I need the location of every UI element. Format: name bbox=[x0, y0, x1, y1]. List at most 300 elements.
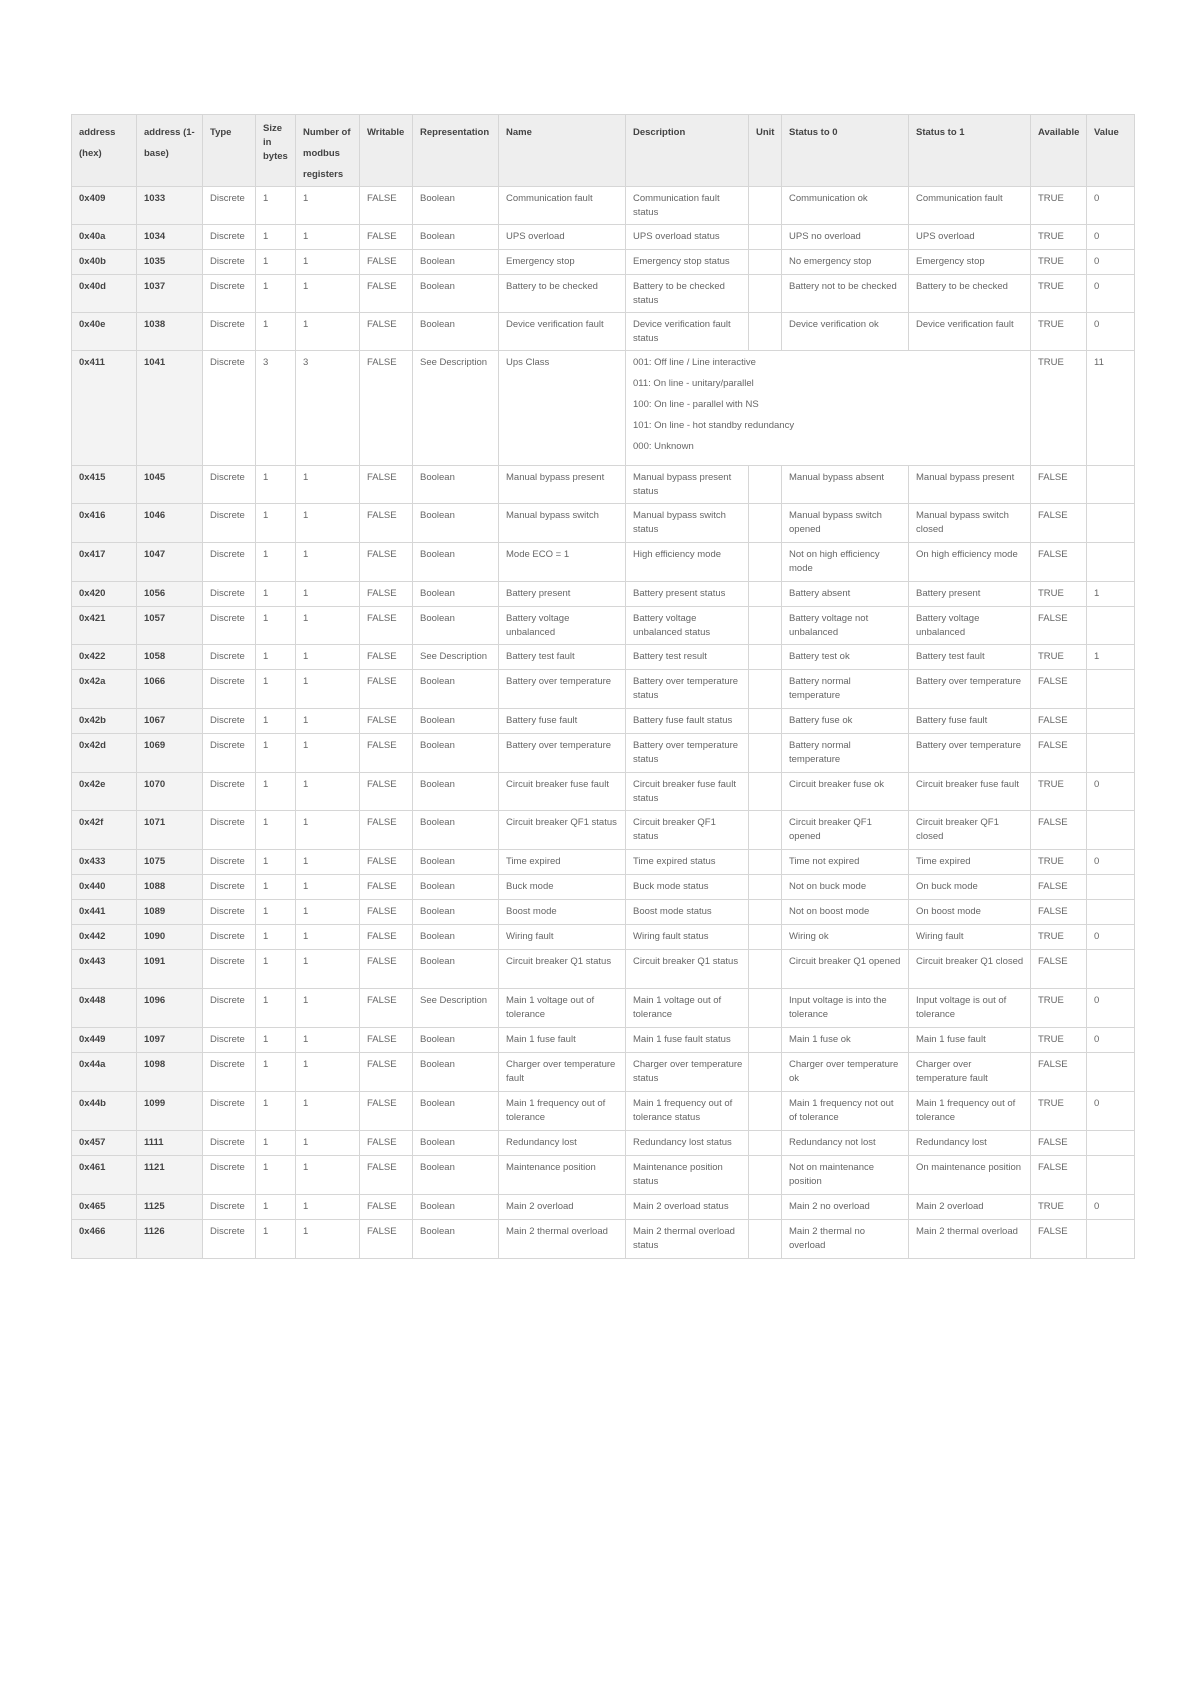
cell-address-hex: 0x42e bbox=[72, 773, 137, 811]
cell-status-to-0: Input voltage is into the tolerance bbox=[782, 989, 909, 1028]
cell-writable: FALSE bbox=[360, 543, 413, 582]
cell-representation: Boolean bbox=[413, 1195, 499, 1220]
header-writable: Writable bbox=[360, 115, 413, 187]
table-row bbox=[72, 543, 1135, 582]
cell-representation: Boolean bbox=[413, 250, 499, 275]
cell-address-1-base: 1058 bbox=[137, 645, 203, 670]
table-row bbox=[72, 351, 1135, 466]
cell-size-in-bytes: 1 bbox=[256, 1053, 296, 1092]
cell-name: Main 2 overload bbox=[499, 1195, 626, 1220]
cell-type: Discrete bbox=[203, 275, 256, 313]
table-row bbox=[72, 1156, 1135, 1195]
cell-name: Manual bypass present bbox=[499, 466, 626, 504]
cell-name: Main 1 fuse fault bbox=[499, 1028, 626, 1053]
cell-status-to-0: Circuit breaker Q1 opened bbox=[782, 950, 909, 989]
cell-status-to-1: Device verification fault bbox=[909, 313, 1031, 351]
cell-name: Maintenance position bbox=[499, 1156, 626, 1195]
table-row bbox=[72, 1092, 1135, 1131]
cell-description: Main 2 thermal overload status bbox=[626, 1220, 749, 1259]
cell-available: TRUE bbox=[1031, 351, 1087, 466]
cell-status-to-0: Not on buck mode bbox=[782, 875, 909, 900]
cell-writable: FALSE bbox=[360, 607, 413, 645]
cell-representation: Boolean bbox=[413, 543, 499, 582]
cell-unit bbox=[749, 1092, 782, 1131]
cell-unit bbox=[749, 225, 782, 250]
cell-status-to-1: Battery present bbox=[909, 582, 1031, 607]
cell-value bbox=[1087, 670, 1135, 709]
cell-unit bbox=[749, 989, 782, 1028]
cell-value: 0 bbox=[1087, 275, 1135, 313]
cell-writable: FALSE bbox=[360, 925, 413, 950]
cell-status-to-1: Emergency stop bbox=[909, 250, 1031, 275]
cell-number-of-registers: 1 bbox=[296, 1195, 360, 1220]
cell-description: Manual bypass present status bbox=[626, 466, 749, 504]
cell-address-hex: 0x42a bbox=[72, 670, 137, 709]
cell-representation: Boolean bbox=[413, 187, 499, 225]
cell-number-of-registers: 1 bbox=[296, 1131, 360, 1156]
cell-writable: FALSE bbox=[360, 773, 413, 811]
cell-name: Battery test fault bbox=[499, 645, 626, 670]
cell-description: Main 2 overload status bbox=[626, 1195, 749, 1220]
cell-name: Time expired bbox=[499, 850, 626, 875]
cell-value bbox=[1087, 1156, 1135, 1195]
cell-description: Time expired status bbox=[626, 850, 749, 875]
cell-status-to-1: On buck mode bbox=[909, 875, 1031, 900]
cell-size-in-bytes: 1 bbox=[256, 1092, 296, 1131]
cell-address-1-base: 1033 bbox=[137, 187, 203, 225]
cell-status-to-1: Circuit breaker fuse fault bbox=[909, 773, 1031, 811]
cell-address-hex: 0x422 bbox=[72, 645, 137, 670]
cell-type: Discrete bbox=[203, 670, 256, 709]
cell-number-of-registers: 1 bbox=[296, 1028, 360, 1053]
ups-class-line: 101: On line - hot standby redundancy bbox=[633, 420, 795, 431]
cell-status-to-0: Battery absent bbox=[782, 582, 909, 607]
cell-name: Circuit breaker Q1 status bbox=[499, 950, 626, 989]
table-row bbox=[72, 1220, 1135, 1259]
cell-address-1-base: 1057 bbox=[137, 607, 203, 645]
cell-number-of-registers: 1 bbox=[296, 734, 360, 773]
cell-description: Communication fault status bbox=[626, 187, 749, 225]
cell-value: 0 bbox=[1087, 1028, 1135, 1053]
cell-value bbox=[1087, 1131, 1135, 1156]
table-row bbox=[72, 989, 1135, 1028]
cell-available: FALSE bbox=[1031, 811, 1087, 850]
cell-address-hex: 0x441 bbox=[72, 900, 137, 925]
cell-available: FALSE bbox=[1031, 1131, 1087, 1156]
cell-status-to-0: Battery normal temperature bbox=[782, 734, 909, 773]
cell-writable: FALSE bbox=[360, 734, 413, 773]
cell-description: Battery present status bbox=[626, 582, 749, 607]
cell-name: Battery over temperature bbox=[499, 670, 626, 709]
cell-writable: FALSE bbox=[360, 1131, 413, 1156]
cell-status-to-0: Redundancy not lost bbox=[782, 1131, 909, 1156]
cell-type: Discrete bbox=[203, 582, 256, 607]
table-row bbox=[72, 607, 1135, 645]
cell-number-of-registers: 1 bbox=[296, 1092, 360, 1131]
table-row bbox=[72, 850, 1135, 875]
cell-value bbox=[1087, 504, 1135, 543]
cell-writable: FALSE bbox=[360, 351, 413, 466]
modbus-register-table bbox=[71, 114, 1135, 1259]
cell-size-in-bytes: 1 bbox=[256, 504, 296, 543]
cell-description: Device verification fault status bbox=[626, 313, 749, 351]
cell-representation: Boolean bbox=[413, 582, 499, 607]
cell-unit bbox=[749, 811, 782, 850]
cell-description: Main 1 voltage out of tolerance bbox=[626, 989, 749, 1028]
cell-type: Discrete bbox=[203, 1156, 256, 1195]
table-row bbox=[72, 582, 1135, 607]
cell-writable: FALSE bbox=[360, 670, 413, 709]
cell-description: Boost mode status bbox=[626, 900, 749, 925]
cell-unit bbox=[749, 734, 782, 773]
cell-value: 0 bbox=[1087, 225, 1135, 250]
cell-number-of-registers: 1 bbox=[296, 875, 360, 900]
cell-description: Main 1 frequency out of tolerance status bbox=[626, 1092, 749, 1131]
cell-available: FALSE bbox=[1031, 1156, 1087, 1195]
cell-address-hex: 0x44a bbox=[72, 1053, 137, 1092]
cell-name: Buck mode bbox=[499, 875, 626, 900]
cell-description: Battery voltage unbalanced status bbox=[626, 607, 749, 645]
cell-available: FALSE bbox=[1031, 466, 1087, 504]
cell-writable: FALSE bbox=[360, 950, 413, 989]
cell-number-of-registers: 1 bbox=[296, 1220, 360, 1259]
cell-representation: Boolean bbox=[413, 1156, 499, 1195]
cell-value: 1 bbox=[1087, 645, 1135, 670]
cell-number-of-registers: 1 bbox=[296, 645, 360, 670]
cell-address-1-base: 1038 bbox=[137, 313, 203, 351]
cell-size-in-bytes: 1 bbox=[256, 1028, 296, 1053]
cell-available: FALSE bbox=[1031, 900, 1087, 925]
cell-available: TRUE bbox=[1031, 582, 1087, 607]
cell-type: Discrete bbox=[203, 1028, 256, 1053]
cell-writable: FALSE bbox=[360, 250, 413, 275]
cell-unit bbox=[749, 900, 782, 925]
cell-available: FALSE bbox=[1031, 1053, 1087, 1092]
cell-writable: FALSE bbox=[360, 875, 413, 900]
cell-description: Charger over temperature status bbox=[626, 1053, 749, 1092]
cell-number-of-registers: 1 bbox=[296, 225, 360, 250]
cell-type: Discrete bbox=[203, 989, 256, 1028]
cell-name: Manual bypass switch bbox=[499, 504, 626, 543]
cell-number-of-registers: 1 bbox=[296, 466, 360, 504]
cell-status-to-0: UPS no overload bbox=[782, 225, 909, 250]
table-row bbox=[72, 187, 1135, 225]
cell-address-1-base: 1097 bbox=[137, 1028, 203, 1053]
cell-status-to-1: Main 1 frequency out of tolerance bbox=[909, 1092, 1031, 1131]
cell-name: Main 2 thermal overload bbox=[499, 1220, 626, 1259]
cell-available: FALSE bbox=[1031, 670, 1087, 709]
cell-representation: Boolean bbox=[413, 1220, 499, 1259]
cell-name: Redundancy lost bbox=[499, 1131, 626, 1156]
header-address-hex: address (hex) bbox=[72, 115, 137, 187]
cell-status-to-1: Redundancy lost bbox=[909, 1131, 1031, 1156]
cell-representation: See Description bbox=[413, 989, 499, 1028]
cell-value: 0 bbox=[1087, 989, 1135, 1028]
cell-value: 0 bbox=[1087, 250, 1135, 275]
cell-name: Boost mode bbox=[499, 900, 626, 925]
cell-address-hex: 0x42b bbox=[72, 709, 137, 734]
ups-class-line: 011: On line - unitary/parallel bbox=[633, 378, 754, 389]
cell-description: Battery over temperature status bbox=[626, 670, 749, 709]
cell-number-of-registers: 1 bbox=[296, 773, 360, 811]
cell-name: Battery over temperature bbox=[499, 734, 626, 773]
cell-type: Discrete bbox=[203, 351, 256, 466]
cell-unit bbox=[749, 275, 782, 313]
cell-address-1-base: 1121 bbox=[137, 1156, 203, 1195]
cell-type: Discrete bbox=[203, 709, 256, 734]
table-row bbox=[72, 773, 1135, 811]
cell-description: Battery test result bbox=[626, 645, 749, 670]
cell-size-in-bytes: 1 bbox=[256, 925, 296, 950]
cell-representation: Boolean bbox=[413, 1053, 499, 1092]
cell-number-of-registers: 1 bbox=[296, 989, 360, 1028]
cell-writable: FALSE bbox=[360, 1053, 413, 1092]
table-row bbox=[72, 504, 1135, 543]
cell-number-of-registers: 1 bbox=[296, 709, 360, 734]
cell-description: UPS overload status bbox=[626, 225, 749, 250]
cell-address-1-base: 1046 bbox=[137, 504, 203, 543]
cell-size-in-bytes: 1 bbox=[256, 1131, 296, 1156]
cell-status-to-0: Main 2 no overload bbox=[782, 1195, 909, 1220]
cell-value bbox=[1087, 1220, 1135, 1259]
cell-value bbox=[1087, 709, 1135, 734]
cell-available: TRUE bbox=[1031, 773, 1087, 811]
table-header-row bbox=[72, 115, 1135, 187]
cell-status-to-1: On boost mode bbox=[909, 900, 1031, 925]
cell-representation: Boolean bbox=[413, 1092, 499, 1131]
cell-writable: FALSE bbox=[360, 504, 413, 543]
cell-number-of-registers: 1 bbox=[296, 582, 360, 607]
cell-representation: Boolean bbox=[413, 1131, 499, 1156]
cell-representation: Boolean bbox=[413, 900, 499, 925]
cell-representation: Boolean bbox=[413, 670, 499, 709]
cell-address-1-base: 1075 bbox=[137, 850, 203, 875]
cell-representation: Boolean bbox=[413, 950, 499, 989]
cell-available: FALSE bbox=[1031, 875, 1087, 900]
cell-unit bbox=[749, 773, 782, 811]
cell-name: Circuit breaker QF1 status bbox=[499, 811, 626, 850]
cell-unit bbox=[749, 1195, 782, 1220]
cell-description: Battery to be checked status bbox=[626, 275, 749, 313]
cell-name: Battery voltage unbalanced bbox=[499, 607, 626, 645]
cell-number-of-registers: 1 bbox=[296, 950, 360, 989]
cell-name: Communication fault bbox=[499, 187, 626, 225]
cell-unit bbox=[749, 607, 782, 645]
cell-address-hex: 0x440 bbox=[72, 875, 137, 900]
cell-status-to-0: Battery voltage not unbalanced bbox=[782, 607, 909, 645]
table-row bbox=[72, 1131, 1135, 1156]
cell-status-to-1: UPS overload bbox=[909, 225, 1031, 250]
cell-representation: Boolean bbox=[413, 1028, 499, 1053]
cell-status-to-0: Communication ok bbox=[782, 187, 909, 225]
cell-unit bbox=[749, 1028, 782, 1053]
cell-size-in-bytes: 1 bbox=[256, 850, 296, 875]
cell-unit bbox=[749, 582, 782, 607]
cell-address-hex: 0x417 bbox=[72, 543, 137, 582]
cell-size-in-bytes: 1 bbox=[256, 313, 296, 351]
cell-address-1-base: 1091 bbox=[137, 950, 203, 989]
cell-status-to-1: Time expired bbox=[909, 850, 1031, 875]
cell-unit bbox=[749, 504, 782, 543]
cell-address-1-base: 1034 bbox=[137, 225, 203, 250]
cell-name: Mode ECO = 1 bbox=[499, 543, 626, 582]
cell-address-hex: 0x416 bbox=[72, 504, 137, 543]
cell-address-hex: 0x42f bbox=[72, 811, 137, 850]
cell-type: Discrete bbox=[203, 1131, 256, 1156]
cell-value: 1 bbox=[1087, 582, 1135, 607]
cell-address-hex: 0x461 bbox=[72, 1156, 137, 1195]
header-representation: Representation bbox=[413, 115, 499, 187]
cell-value: 0 bbox=[1087, 850, 1135, 875]
cell-value bbox=[1087, 1053, 1135, 1092]
cell-unit bbox=[749, 875, 782, 900]
cell-size-in-bytes: 1 bbox=[256, 989, 296, 1028]
cell-address-1-base: 1067 bbox=[137, 709, 203, 734]
cell-representation: Boolean bbox=[413, 504, 499, 543]
cell-address-1-base: 1056 bbox=[137, 582, 203, 607]
cell-representation: Boolean bbox=[413, 773, 499, 811]
cell-address-hex: 0x40b bbox=[72, 250, 137, 275]
header-type: Type bbox=[203, 115, 256, 187]
cell-number-of-registers: 1 bbox=[296, 250, 360, 275]
cell-description: Maintenance position status bbox=[626, 1156, 749, 1195]
cell-type: Discrete bbox=[203, 250, 256, 275]
ups-class-line: 001: Off line / Line interactive bbox=[633, 357, 756, 368]
cell-representation: Boolean bbox=[413, 925, 499, 950]
cell-representation: Boolean bbox=[413, 850, 499, 875]
cell-status-to-1: Circuit breaker Q1 closed bbox=[909, 950, 1031, 989]
cell-size-in-bytes: 1 bbox=[256, 900, 296, 925]
cell-number-of-registers: 1 bbox=[296, 670, 360, 709]
table-row bbox=[72, 925, 1135, 950]
cell-type: Discrete bbox=[203, 543, 256, 582]
cell-address-hex: 0x420 bbox=[72, 582, 137, 607]
cell-status-to-0: Main 1 fuse ok bbox=[782, 1028, 909, 1053]
cell-address-1-base: 1089 bbox=[137, 900, 203, 925]
cell-value bbox=[1087, 607, 1135, 645]
cell-status-to-0: Not on boost mode bbox=[782, 900, 909, 925]
cell-status-to-0: Manual bypass switch opened bbox=[782, 504, 909, 543]
cell-number-of-registers: 3 bbox=[296, 351, 360, 466]
cell-status-to-1: Main 2 overload bbox=[909, 1195, 1031, 1220]
cell-type: Discrete bbox=[203, 313, 256, 351]
table-row bbox=[72, 734, 1135, 773]
cell-number-of-registers: 1 bbox=[296, 1156, 360, 1195]
cell-available: TRUE bbox=[1031, 187, 1087, 225]
cell-description: Emergency stop status bbox=[626, 250, 749, 275]
cell-description: Circuit breaker QF1 status bbox=[626, 811, 749, 850]
cell-description: Circuit breaker fuse fault status bbox=[626, 773, 749, 811]
cell-representation: Boolean bbox=[413, 275, 499, 313]
cell-unit bbox=[749, 925, 782, 950]
cell-available: FALSE bbox=[1031, 734, 1087, 773]
cell-type: Discrete bbox=[203, 1092, 256, 1131]
cell-description: Battery fuse fault status bbox=[626, 709, 749, 734]
cell-address-1-base: 1037 bbox=[137, 275, 203, 313]
cell-value: 0 bbox=[1087, 187, 1135, 225]
cell-available: TRUE bbox=[1031, 989, 1087, 1028]
table-row bbox=[72, 709, 1135, 734]
cell-writable: FALSE bbox=[360, 225, 413, 250]
cell-representation: Boolean bbox=[413, 225, 499, 250]
cell-available: TRUE bbox=[1031, 925, 1087, 950]
cell-status-to-1: Main 1 fuse fault bbox=[909, 1028, 1031, 1053]
cell-status-to-0: Battery not to be checked bbox=[782, 275, 909, 313]
cell-address-hex: 0x457 bbox=[72, 1131, 137, 1156]
cell-size-in-bytes: 1 bbox=[256, 670, 296, 709]
table-body bbox=[72, 187, 1135, 1259]
cell-address-hex: 0x466 bbox=[72, 1220, 137, 1259]
cell-address-hex: 0x443 bbox=[72, 950, 137, 989]
cell-representation: Boolean bbox=[413, 709, 499, 734]
cell-unit bbox=[749, 250, 782, 275]
cell-available: TRUE bbox=[1031, 313, 1087, 351]
cell-size-in-bytes: 1 bbox=[256, 607, 296, 645]
cell-status-to-1: Circuit breaker QF1 closed bbox=[909, 811, 1031, 850]
cell-status-to-1: Battery over temperature bbox=[909, 734, 1031, 773]
cell-name: Battery to be checked bbox=[499, 275, 626, 313]
cell-description: Circuit breaker Q1 status bbox=[626, 950, 749, 989]
cell-status-to-0: Battery fuse ok bbox=[782, 709, 909, 734]
cell-available: FALSE bbox=[1031, 504, 1087, 543]
cell-number-of-registers: 1 bbox=[296, 275, 360, 313]
cell-available: TRUE bbox=[1031, 275, 1087, 313]
cell-writable: FALSE bbox=[360, 275, 413, 313]
cell-address-hex: 0x44b bbox=[72, 1092, 137, 1131]
cell-writable: FALSE bbox=[360, 187, 413, 225]
cell-address-1-base: 1066 bbox=[137, 670, 203, 709]
cell-size-in-bytes: 1 bbox=[256, 225, 296, 250]
cell-name: UPS overload bbox=[499, 225, 626, 250]
table-row bbox=[72, 466, 1135, 504]
cell-writable: FALSE bbox=[360, 466, 413, 504]
header-size-in-bytes: Size in bytes bbox=[256, 115, 296, 187]
cell-type: Discrete bbox=[203, 187, 256, 225]
header-status-to-1: Status to 1 bbox=[909, 115, 1031, 187]
cell-type: Discrete bbox=[203, 850, 256, 875]
cell-address-hex: 0x442 bbox=[72, 925, 137, 950]
cell-size-in-bytes: 1 bbox=[256, 275, 296, 313]
cell-value: 0 bbox=[1087, 773, 1135, 811]
cell-status-to-1: Battery voltage unbalanced bbox=[909, 607, 1031, 645]
cell-address-hex: 0x40d bbox=[72, 275, 137, 313]
cell-name: Wiring fault bbox=[499, 925, 626, 950]
table-row bbox=[72, 900, 1135, 925]
cell-status-to-0: Not on high efficiency mode bbox=[782, 543, 909, 582]
cell-address-1-base: 1041 bbox=[137, 351, 203, 466]
cell-available: TRUE bbox=[1031, 1028, 1087, 1053]
header-number-of-modbus-registers: Number of modbus registers bbox=[296, 115, 360, 187]
cell-address-hex: 0x448 bbox=[72, 989, 137, 1028]
cell-type: Discrete bbox=[203, 811, 256, 850]
table-row bbox=[72, 1028, 1135, 1053]
table-row bbox=[72, 875, 1135, 900]
cell-writable: FALSE bbox=[360, 582, 413, 607]
cell-available: FALSE bbox=[1031, 709, 1087, 734]
cell-type: Discrete bbox=[203, 504, 256, 543]
cell-value: 0 bbox=[1087, 1195, 1135, 1220]
cell-address-1-base: 1125 bbox=[137, 1195, 203, 1220]
cell-address-hex: 0x409 bbox=[72, 187, 137, 225]
cell-writable: FALSE bbox=[360, 1220, 413, 1259]
cell-status-to-0: Device verification ok bbox=[782, 313, 909, 351]
cell-size-in-bytes: 1 bbox=[256, 466, 296, 504]
table-row bbox=[72, 811, 1135, 850]
cell-writable: FALSE bbox=[360, 900, 413, 925]
cell-size-in-bytes: 1 bbox=[256, 709, 296, 734]
cell-description: Buck mode status bbox=[626, 875, 749, 900]
table-row bbox=[72, 1195, 1135, 1220]
